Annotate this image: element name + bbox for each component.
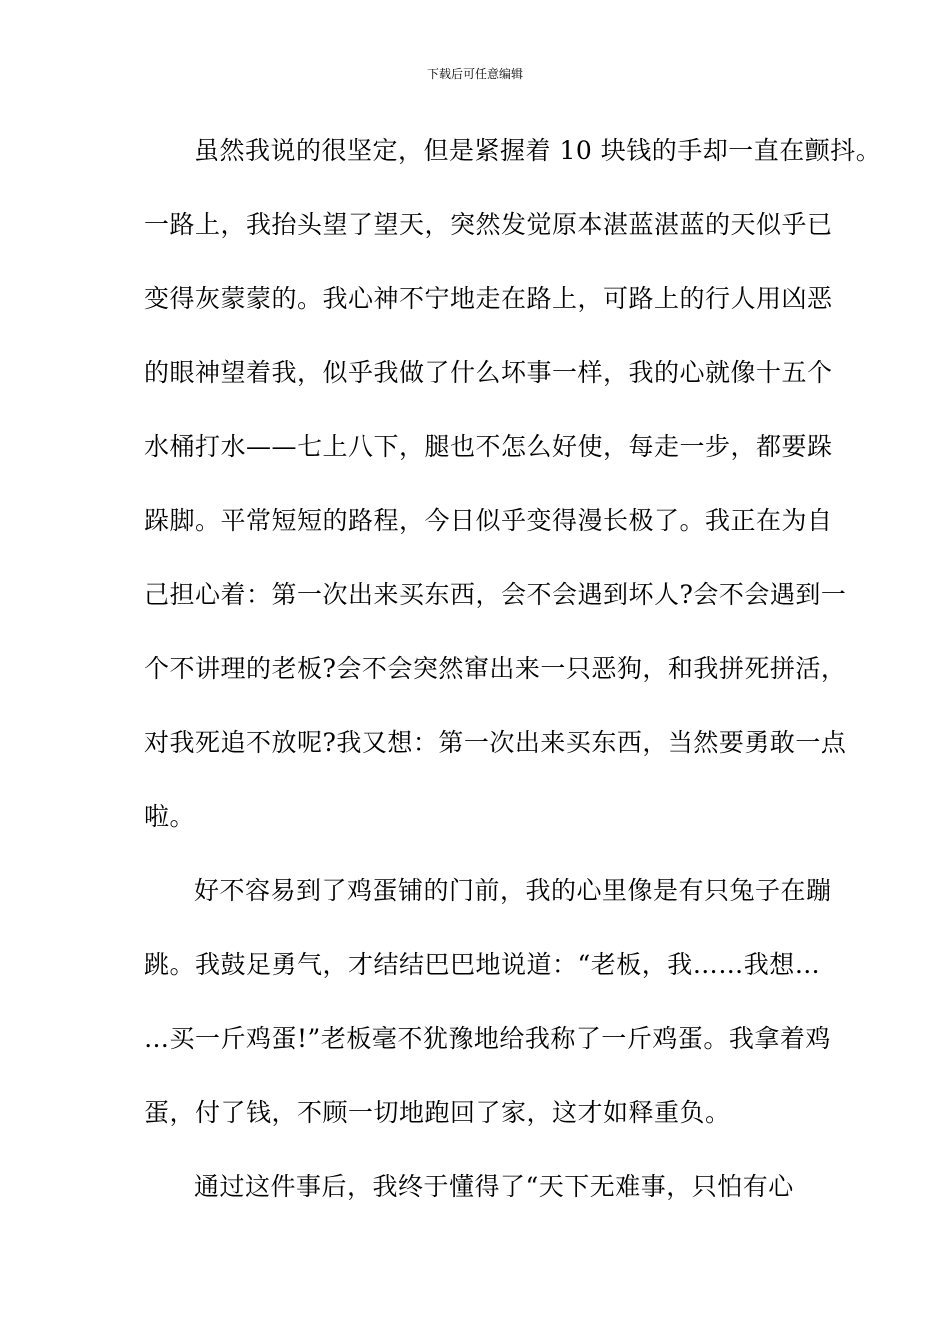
paragraph-1-line-6: 跺脚。平常短短的路程，今日似乎变得漫长极了。我正在为自 (144, 506, 833, 535)
paragraph-1-line-7: 己担心着：第一次出来买东西，会不会遇到坏人?会不会遇到一 (144, 580, 847, 609)
paragraph-1-line-4: 的眼神望着我，似乎我做了什么坏事一样，我的心就像十五个 (144, 358, 833, 387)
paragraph-2-line-1: 好不容易到了鸡蛋铺的门前，我的心里像是有只兔子在蹦 (194, 876, 832, 905)
paragraph-2-line-2: 跳。我鼓足勇气，才结结巴巴地说道：“老板，我……我想… (144, 950, 821, 979)
paragraph-1-line-5: 水桶打水——七上八下，腿也不怎么好使，每走一步，都要跺 (144, 432, 833, 461)
paragraph-1-line-9: 对我死追不放呢?我又想：第一次出来买东西，当然要勇敢一点 (144, 728, 847, 757)
paragraph-1-line-1: 虽然我说的很坚定，但是紧握着 10 块钱的手却一直在颤抖。 (194, 136, 882, 165)
paragraph-1-line-3: 变得灰蒙蒙的。我心神不宁地走在路上，可路上的行人用凶恶 (144, 284, 833, 313)
paragraph-2-line-3: …买一斤鸡蛋!”老板毫不犹豫地给我称了一斤鸡蛋。我拿着鸡 (144, 1024, 831, 1053)
page-header: 下载后可任意编辑 (426, 67, 523, 81)
paragraph-3-line-1: 通过这件事后，我终于懂得了“天下无难事，只怕有心 (194, 1172, 794, 1201)
paragraph-1-line-10: 啦。 (144, 802, 196, 831)
paragraph-1-line-8: 个不讲理的老板?会不会突然窜出来一只恶狗，和我拼死拼活， (144, 654, 847, 683)
paragraph-2-line-4: 蛋，付了钱，不顾一切地跑回了家，这才如释重负。 (144, 1098, 731, 1127)
paragraph-1-line-2: 一路上，我抬头望了望天，突然发觉原本湛蓝湛蓝的天似乎已 (144, 210, 833, 239)
